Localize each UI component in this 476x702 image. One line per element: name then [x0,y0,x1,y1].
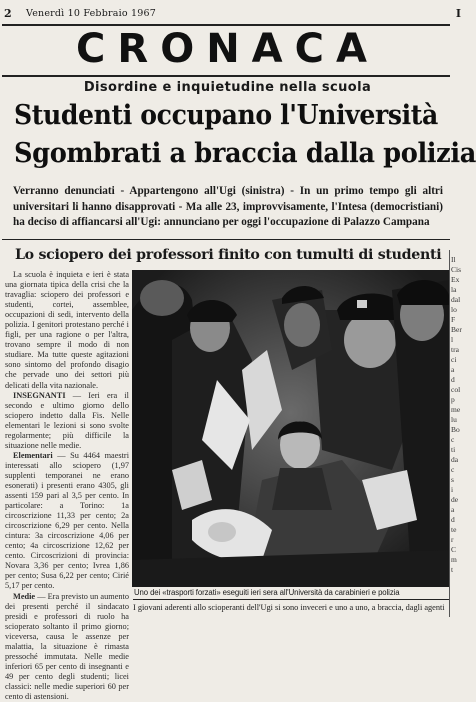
photo-caption: Uno dei «trasporti forzati» eseguiti ieri sera all'Università da carabinieri e polizia [134,588,450,597]
fragment: t [451,565,463,575]
page-number: 2 [4,7,12,20]
headline-secondary: Sgombrati a braccia dalla polizia [14,138,432,170]
dateline: Venerdì 10 Febbraio 1967 [26,8,156,19]
article-continuation: I giovani aderenti allo scioperanti dell'Ugi si sono inveceri e uno a uno, a braccia, dagli agenti [133,603,451,612]
run-in-head: Elementari [13,451,53,460]
paragraph-text: — Su 4464 maestri interessati allo sciopero (1,97 supplenti temporanei ne erano esonerati) i presenti erano 4305, gli assenti 159 pari al 3,5 per cento. In particolare: a Torino: 1a circoscrizione 11,33 per cento; 2a circoscrizione 6,29 per cento. Nella cintura: 3a circoscrizione 4,06 per cento; 4a circoscrizione 12,62 per cento. Circoscrizioni di provincia: Novara 3,36 per cento; Ivrea 1,86 per cento; Susa 6,22 per cento; Cirié 5,17 per cento. [5,451,129,591]
fragment: tra [451,345,463,355]
fragment: l [451,335,463,345]
kicker: Disordine e inquietudine nella scuola [0,80,455,95]
subheadline: Lo sciopero dei professori finito con tumulti di studenti [15,247,455,263]
adjacent-column-fragments [451,255,463,617]
caption-rule [133,599,450,600]
deck-summary: Verranno denunciati - Appartengono all'Ugi (sinistra) - In un primo tempo gli altri universitari li hanno disapprovati - Ma alle 23, improvvisamente, l'Intesa (democristiani) ha deciso di affiancarsi all'Ugi: annunciano per oggi l'occupazione di Palazzo Campana [13,184,443,231]
fragment: Ber [451,325,463,335]
fragment: F [451,315,463,325]
edge-character: I [456,7,461,20]
fragment: Cis [451,265,463,275]
fragment: dal [451,295,463,305]
photo-illustration [132,270,449,587]
fragment: m [451,555,463,565]
fragment: col [451,385,463,395]
article-column [5,270,129,617]
paragraph-text: — Ieri era il secondo e ultimo giorno dello sciopero indetto dalla Fis. Nelle elementari le lezioni si sono svolte regolarmente; più difficile la situazione nelle medie. [5,391,129,450]
fragment: da [451,455,463,465]
paragraph-text: — Era previsto un aumento dei presenti perché il sindacato presidi e professori di ruolo ha scioperato soltanto il primo giorno; viceversa, causa le assenze per malattia, la situazione è rimasta pressoché immutata. Nelle medie inferiori 65 per cento di insegnanti e 49 per cento degli studenti; licei classici: nelle medie superiori 60 per cento di astensioni. [5,592,129,701]
fragment: ci [451,355,463,365]
run-in-head: Medie [13,592,35,601]
paragraph [5,592,129,702]
paragraph [5,451,129,592]
headline-main: Studenti occupano l'Università [14,100,423,132]
fragment: p [451,395,463,405]
fragment: a [451,505,463,515]
deck-rule [2,239,450,240]
fragment: Bo [451,425,463,435]
top-line [0,7,463,21]
fragment: d [451,375,463,385]
fragment: Il [451,255,463,265]
column-divider [449,250,450,617]
fragment: te [451,525,463,535]
fragment: me [451,405,463,415]
section-masthead: CRONACA [0,27,455,71]
fragment: r [451,535,463,545]
fragment: c [451,435,463,445]
fragment: la [451,285,463,295]
news-photo [132,270,449,587]
fragment: Ex [451,275,463,285]
fragment: d [451,515,463,525]
run-in-head: INSEGNANTI [13,391,66,400]
fragment: i [451,485,463,495]
fragment: c [451,465,463,475]
paragraph [5,391,129,451]
fragment: s [451,475,463,485]
fragment: ti [451,445,463,455]
fragment: de [451,495,463,505]
masthead-rule [2,75,450,77]
fragment: C [451,545,463,555]
fragment: lo [451,305,463,315]
fragment: a [451,365,463,375]
fragment: lu [451,415,463,425]
paragraph: La scuola è inquieta e ieri è stata una giornata tipica della crisi che la travaglia: sciopero dei professori e studenti, cortei, assemblee, occupazioni di sedi, intervento della polizia. I genitori protestano perché i figli, per una ragione o per l'altra, trovano sempre il modo di non studiare. Ma tutte queste agitazioni sono sintomo del profondo disagio che pervade uno dei settori più delicati della vita nazionale. [5,270,129,391]
